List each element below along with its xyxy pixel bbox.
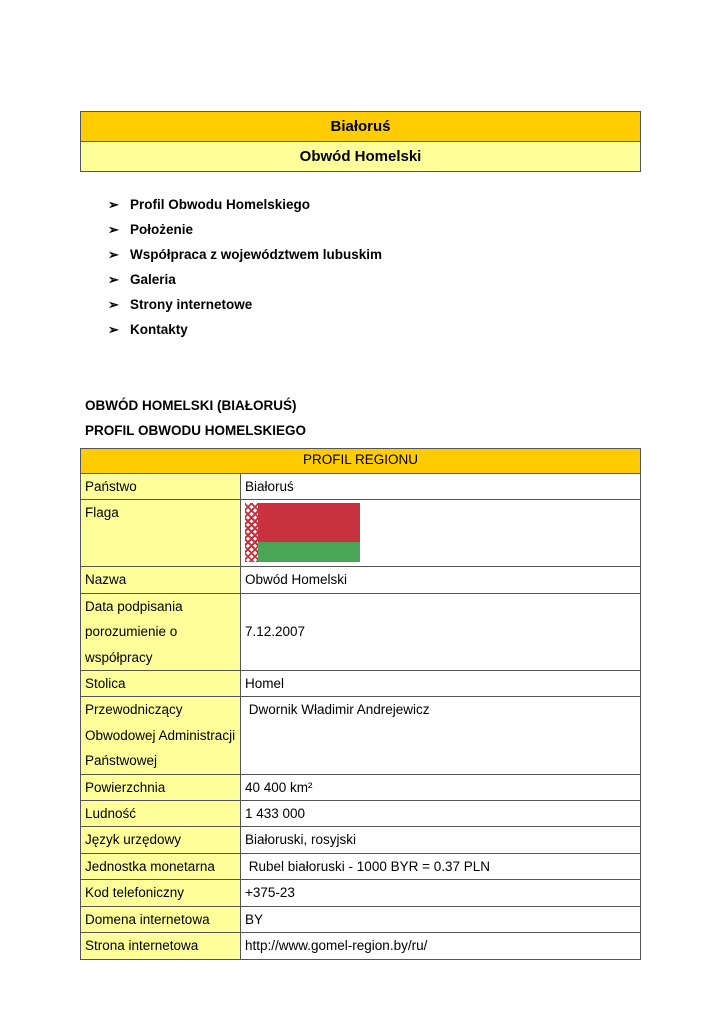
row-value — [241, 500, 641, 567]
section-heading: OBWÓD HOMELSKI (BIAŁORUŚ) — [85, 398, 297, 413]
belarus-flag-image — [245, 503, 360, 562]
row-label: Powierzchnia — [81, 774, 241, 800]
row-label: Jednostka monetarna — [81, 853, 241, 879]
menu-item-strony[interactable] — [108, 295, 382, 320]
row-label-line: Przewodniczący — [85, 702, 183, 718]
row-value: 1 433 000 — [241, 801, 641, 827]
profile-table-title: PROFIL REGIONU — [81, 449, 641, 474]
menu-link-galeria[interactable]: Galeria — [130, 272, 176, 287]
table-row — [81, 774, 641, 800]
row-value: Dwornik Władimir Andrejewicz — [241, 697, 641, 774]
arrow-bullet-icon: ➢ — [108, 272, 119, 287]
section-subheading: PROFIL OBWODU HOMELSKIEGO — [85, 423, 307, 438]
section-menu — [108, 195, 382, 345]
row-label-line: porozumienie o współpracy — [85, 624, 178, 665]
row-label: Stolica — [81, 671, 241, 697]
menu-item-profil[interactable] — [108, 195, 382, 220]
row-label: Domena internetowa — [81, 906, 241, 932]
table-row — [81, 906, 641, 932]
table-row — [81, 500, 641, 567]
menu-link-strony[interactable]: Strony internetowe — [130, 297, 253, 312]
header-table — [80, 111, 641, 172]
table-row — [81, 567, 641, 593]
arrow-bullet-icon: ➢ — [108, 247, 119, 262]
row-label-line: Państwowej — [85, 753, 158, 769]
row-value: Białoruś — [241, 474, 641, 500]
row-label-line: Data podpisania — [85, 598, 183, 614]
table-row — [81, 801, 641, 827]
menu-link-kontakty[interactable]: Kontakty — [130, 322, 188, 337]
table-row — [81, 593, 641, 670]
row-label: Język urzędowy — [81, 827, 241, 853]
menu-link-profil[interactable]: Profil Obwodu Homelskiego — [130, 197, 311, 212]
table-row — [81, 697, 641, 774]
website-link[interactable]: http://www.gomel-region.by/ru/ — [241, 933, 641, 959]
row-label: Nazwa — [81, 567, 241, 593]
table-row — [81, 880, 641, 906]
table-row — [81, 933, 641, 959]
table-row — [81, 827, 641, 853]
menu-item-galeria[interactable] — [108, 270, 382, 295]
row-value: BY — [241, 906, 641, 932]
arrow-bullet-icon: ➢ — [108, 297, 119, 312]
flag-ornament — [245, 503, 258, 562]
menu-link-wspolpraca[interactable]: Współpraca z województwem lubuskim — [130, 247, 383, 262]
arrow-bullet-icon: ➢ — [108, 322, 119, 337]
country-title: Białoruś — [81, 112, 641, 142]
row-value: Homel — [241, 671, 641, 697]
menu-item-kontakty[interactable] — [108, 320, 382, 345]
row-value-text: 7.12.2007 — [245, 624, 306, 640]
row-label — [81, 697, 241, 774]
row-label — [81, 593, 241, 670]
flag-red-stripe — [258, 503, 360, 542]
arrow-bullet-icon: ➢ — [108, 197, 119, 212]
table-row — [81, 474, 641, 500]
region-title: Obwód Homelski — [81, 142, 641, 172]
row-value: +375-23 — [241, 880, 641, 906]
row-label: Państwo — [81, 474, 241, 500]
profile-table — [80, 448, 641, 960]
row-value: Białoruski, rosyjski — [241, 827, 641, 853]
row-label-line: Obwodowej Administracji — [85, 727, 236, 743]
table-row — [81, 853, 641, 879]
row-label: Kod telefoniczny — [81, 880, 241, 906]
menu-item-polozenie[interactable] — [108, 220, 382, 245]
row-value: Obwód Homelski — [241, 567, 641, 593]
arrow-bullet-icon: ➢ — [108, 222, 119, 237]
row-label: Ludność — [81, 801, 241, 827]
flag-green-stripe — [258, 542, 360, 562]
menu-item-wspolpraca[interactable] — [108, 245, 382, 270]
row-value: Rubel białoruski - 1000 BYR = 0.37 PLN — [241, 853, 641, 879]
row-label: Flaga — [81, 500, 241, 567]
row-value — [241, 593, 641, 670]
row-label: Strona internetowa — [81, 933, 241, 959]
row-value: 40 400 km² — [241, 774, 641, 800]
menu-link-polozenie[interactable]: Położenie — [130, 222, 194, 237]
table-row — [81, 671, 641, 697]
